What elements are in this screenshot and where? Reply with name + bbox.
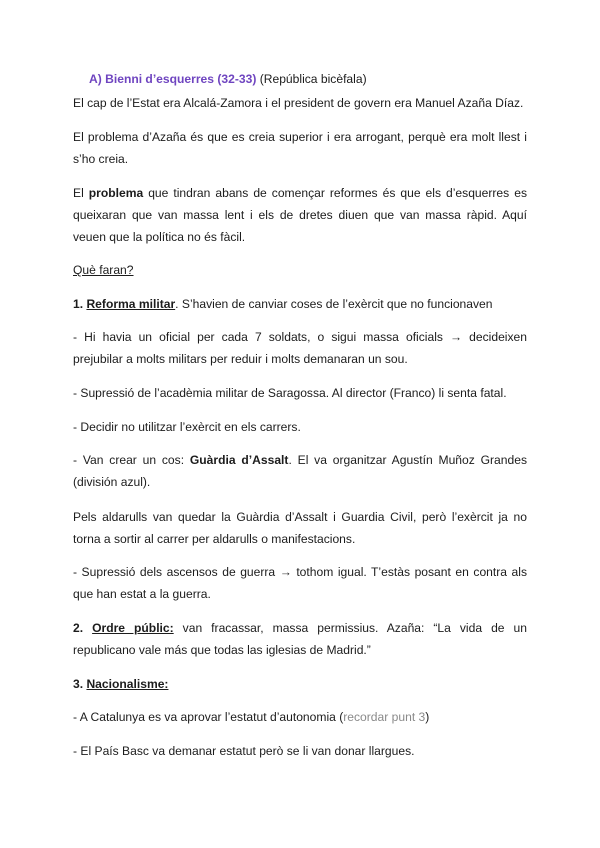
section-title: Nacionalisme:	[86, 677, 169, 691]
subheading-what-will-they-do: Què faran?	[73, 263, 134, 277]
section-title: Ordre públic:	[92, 621, 174, 635]
section-heading	[89, 68, 543, 90]
bullet-basque-country: - El País Basc va demanar estatut però se li van donar llargues.	[73, 744, 415, 758]
bullet-war-promotions: - Supressió dels ascensos de guerra → tothom igual. T’estàs posant en contra als que han estat a la guerra.	[73, 565, 527, 601]
bullet-assault-guard	[73, 449, 527, 493]
text-span: El	[73, 186, 89, 200]
section-nationalism	[73, 673, 527, 695]
bold-keyword: Guàrdia d’Assalt	[189, 453, 289, 467]
bullet-army-streets: - Decidir no utilitzar l’exèrcit en els carrers.	[73, 420, 301, 434]
text-span: que tindran abans de començar reformes és que els d’esquerres es queixaran que van massa lent i els de dretes diuen que van massa ràpid. Aquí veuen que la política no és fàcil.	[73, 186, 527, 244]
paragraph-head-of-state: El cap de l’Estat era Alcalá-Zamora i el president de govern era Manuel Azaña Díaz.	[73, 96, 524, 110]
text-span: - Van crear un cos:	[73, 453, 190, 467]
paragraph-riots: Pels aldarulls van quedar la Guàrdia d’Assalt i Guardia Civil, però l’exèrcit ja no torna a sortir al carrer per aldarulls o manifestacions.	[73, 510, 527, 546]
section-heading-label: A) Bienni d’esquerres (32-33)	[89, 72, 257, 86]
bullet-officers: - Hi havia un oficial per cada 7 soldats, o sigui massa oficials → decideixen prejubilar a molts militars per reduir i molts demanaran un sou.	[73, 330, 527, 366]
bullet-catalonia	[73, 706, 527, 728]
section-heading-suffix: (República bicèfala)	[256, 72, 367, 86]
text-span: van fracassar, massa permissius. Azaña: “La vida de un republicano vale más que todas las iglesias de Madrid.”	[73, 621, 527, 657]
bullet-academy: - Supressió de l’acadèmia militar de Saragossa. Al director (Franco) li senta fatal.	[73, 386, 507, 400]
text-span: )	[425, 710, 430, 724]
section-number: 2.	[73, 621, 93, 635]
paragraph-azana-problem: El problema d’Azaña és que es creia superior i era arrogant, perquè era molt llest i s’ho creia.	[73, 130, 527, 166]
section-number: 1.	[73, 297, 87, 311]
section-title: Reforma militar	[86, 297, 176, 311]
section-public-order	[73, 617, 527, 661]
text-span: . El va organitzar Agustín Muñoz Grandes (división azul).	[73, 453, 528, 489]
bold-keyword: problema	[88, 186, 144, 200]
paragraph-reform-problem	[73, 182, 527, 248]
text-span: . S’havien de canviar coses de l’exèrcit que no funcionaven	[175, 297, 493, 311]
section-military-reform	[73, 293, 527, 315]
text-span: - A Catalunya es va aprovar l’estatut d’autonomia (	[73, 710, 344, 724]
section-number: 3.	[73, 677, 87, 691]
note-reminder: recordar punt 3	[343, 710, 426, 724]
